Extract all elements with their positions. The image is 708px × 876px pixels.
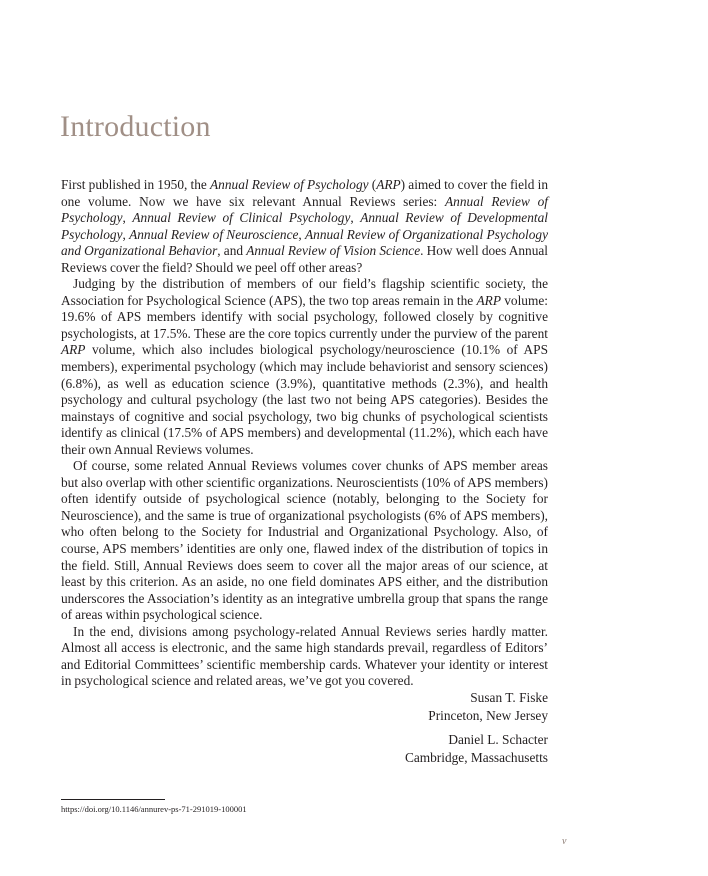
italic-run: ARP xyxy=(376,177,401,192)
italic-run: Annual Review of Vision Science xyxy=(246,243,421,259)
signature-name: Susan T. Fiske xyxy=(470,690,548,705)
paragraph-3 xyxy=(61,458,548,623)
text-run: Of course, some related Annual Reviews volumes cover chunks of APS member areas but also overlap with other scientific organizations. Neuroscientists (10% of APS members) often identify outside of psychological science (notably, belonging to the Society for Neuroscience), and the same is true of organizational psychologists (6% of APS members), who often belong to the Society for Industrial and Organizational Psychology. Also, of course, APS members’ identities are only one, flawed index of the distribution of topics in the field. Still, Annual Reviews does seem to cover all the major areas of our science, at least by this criterion. As an aside, no one field dominates APS either, and the distribution underscores the Association’s identity as an integrative umbrella group that spans the range of areas within psychological science. xyxy=(61,458,548,623)
italic-run: Annual Review of Psychology xyxy=(210,177,369,192)
italic-run: Annual Review of Psychology xyxy=(61,193,548,226)
paragraph-2 xyxy=(61,276,548,458)
italic-run: Annual Review of Organizational Psychology and Organizational Behavior xyxy=(61,226,549,259)
italic-run: Annual Review of Neuroscience xyxy=(129,226,299,242)
text-run: ( xyxy=(368,177,377,192)
doi-link[interactable]: https://doi.org/10.1146/annurev-ps-71-291019-100001 xyxy=(61,804,247,814)
text-run: , xyxy=(122,226,130,242)
text-run: First published in 1950, the xyxy=(61,177,211,192)
signature-place: Princeton, New Jersey xyxy=(428,708,548,723)
text-run: , xyxy=(122,210,133,226)
text-run: , xyxy=(298,226,306,242)
signature-place: Cambridge, Massachusetts xyxy=(404,750,548,765)
italic-run: Annual Review of Developmental Psychology xyxy=(61,210,548,242)
text-run: , xyxy=(350,210,361,226)
text-run: . How well does Annual Reviews cover the field? Should we peel off other areas? xyxy=(61,243,548,275)
paragraph-4 xyxy=(61,624,548,690)
body-text xyxy=(61,177,548,690)
text-run: Judging by the distribution of members of our field’s flagship scientific society, the Association for Psychological Science (APS), the two top areas remain in the xyxy=(61,276,548,308)
text-run: volume: 19.6% of APS members identify with social psychology, followed closely by cognitive psychologists, at 17.5%. These are the core topics currently under the purview of the parent xyxy=(61,292,548,341)
page-title: Introduction xyxy=(60,110,211,143)
text-run: ) aimed to cover the field in one volume. Now we have six relevant Annual Reviews series: xyxy=(61,177,548,209)
signature-name: Daniel L. Schacter xyxy=(448,732,548,747)
italic-run: ARP xyxy=(476,292,501,308)
signature-block-1 xyxy=(428,689,548,725)
text-run: , and xyxy=(217,243,247,259)
footnote-rule xyxy=(61,799,165,800)
text-run: volume, which also includes biological psychology/neuroscience (10.1% of APS members), experimental psychology (which may include behaviorist and sensory sciences) (6.8%), as well as education science (3.9%), quantitative methods (2.3%), and health psychology and cultural psychology (the last two not being APS categories). Besides the mainstays of cognitive and social psychology, two big chunks of psychological scientists identify as clinical (17.5% of APS members) and developmental (11.2%), which each have their own Annual Reviews volumes. xyxy=(61,342,548,457)
signature-block-2 xyxy=(405,731,548,767)
text-run: In the end, divisions among psychology-related Annual Reviews series hardly matter. Almost all access is electronic, and the same high standards prevail, regardless of Editors’ and Editorial Committees’ scientific membership cards. Whatever your identity or interest in psychological science and related areas, we’ve got you covered. xyxy=(61,623,548,689)
italic-run: Annual Review of Clinical Psychology xyxy=(132,210,351,226)
paragraph-1 xyxy=(61,177,548,276)
italic-run: ARP xyxy=(61,342,86,358)
page-number: v xyxy=(562,836,567,847)
